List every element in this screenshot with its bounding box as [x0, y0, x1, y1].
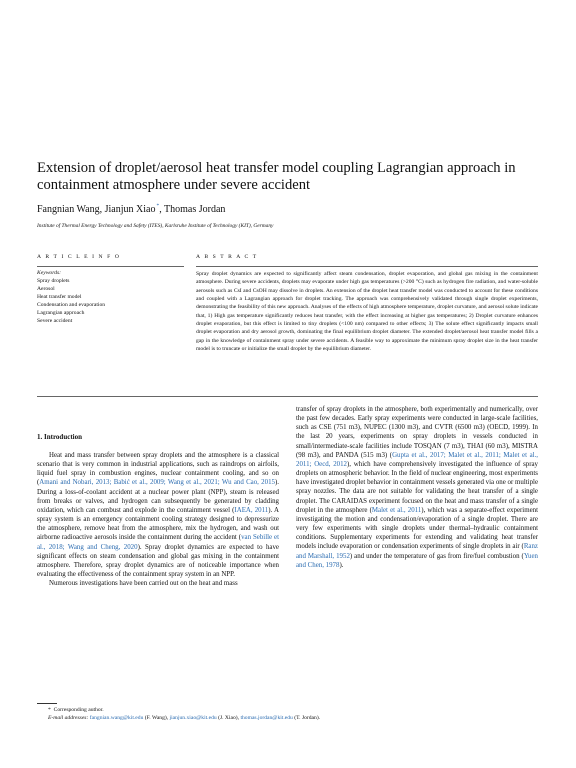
section-divider [37, 266, 184, 267]
affiliation: Institute of Thermal Energy Technology and Safety (ITES), Karlsruhe Institute of Technology (KIT), Germany [37, 223, 274, 229]
text-run: ) and under the temperature of gas from fire/fuel combustion ( [349, 552, 524, 560]
paragraph [37, 451, 279, 579]
citation-link[interactable]: Yuen and Chen, 1978 [296, 552, 538, 569]
keyword-item: Heat transfer model [37, 294, 82, 300]
abstract-heading: A B S T R A C T [196, 254, 258, 260]
paragraph [296, 405, 538, 570]
email-link[interactable]: thomas.jordan@kit.edu [240, 715, 293, 721]
citation-link[interactable]: Malet et al., 2011 [371, 506, 422, 514]
text-run: transfer of spray droplets in the atmosphere, both experimentally and numerically, over the past few decades. Early spray experiments were conducted in large-scale facilities, such as CSE (751 m3), NUPEC (1300 m3), and CVTR (6500 m3) (OECD, 1999). In the last 20 years, experiments on spray droplets in vessels conducted in small/intermediate-scale facilities include TOSQAN (7 m3), THAI (60 m3), MISTRA (98 m3), and PANDA (515 m3) ( [296, 406, 538, 459]
footnote-corresponding [48, 706, 104, 714]
footnote-mark: * [48, 707, 51, 713]
body-column-left [37, 451, 279, 588]
keyword-item: Condensation and evaporation [37, 302, 106, 308]
author-name: Thomas Jordan [164, 204, 226, 215]
footnote-emails [48, 714, 320, 722]
text-run: Heat and mass transfer between spray droplets and the atmosphere is a classical scenario that is very common in industrial applications, such as raindrops on airfoils, liquid fuel spray in combustion engines, nuclear containment cooling, and so on ( [37, 452, 279, 487]
text-run: ), which have comprehensively investigated the influence of spray droplets on atmospheric behavior. In the field of nuclear engineering, most experiments have investigated droplet behavior in containment vessels generated via one or multiple spray nozzles. The data are not suitable for validating the heat transfer of a single droplet. The CARAIDAS experiment focused on the heat and mass transfer of a single droplet in the atmosphere ( [296, 460, 538, 514]
abstract-text: Spray droplet dynamics are expected to significantly affect steam condensation, droplet evaporation, and global gas mixing in the containment atmosphere. During severe accidents, droplets may evaporate under high gas temperatures (>200 °C) such as hydrogen fire radiation, and water-soluble aerosols such as CsI and CsOH may dissolve in droplets. An extension of the droplet heat transfer model was conducted to account for these conditions and coupled with a Lagrangian approach for droplet tracking. The approach was comprehensively validated through single droplet experiments, demonstrating the feasibility of this new approach. Analyses of the effects of high atmosphere temperature, droplet curvature, and aerosol solute indicate that, 1) High gas temperature significantly reduces heat transfer, with the effect increasing at higher gas temperatures; 2) Droplet curvature enhances droplet evaporation, but this effect is limited to tiny droplets (<100 nm) compared to other effects; 3) The solute effect significantly impacts small droplet evaporation and dry aerosol growth, dominating the final equilibrium droplet diameter. The extended droplet/aerosol heat transfer model fills a gap in the knowledge of containment spray under severe accidents. A feasible way to approximate the minimum spray droplet size in the heat transfer model is to truncate or initialize the small droplet by the equilibrium diameter. [196, 271, 538, 353]
text-run: (J. Xiao), [216, 715, 241, 721]
keyword-item: Severe accident [37, 318, 73, 324]
corresponding-author-mark[interactable]: * [156, 203, 160, 209]
text-run: (F. Wang), [143, 715, 170, 721]
email-link[interactable]: jianjun.xiao@kit.edu [169, 715, 217, 721]
keyword-item: Aerosol [37, 286, 55, 292]
text-run: ). [339, 561, 344, 569]
citation-link[interactable]: Ranz and Marshall, 1952 [296, 543, 538, 560]
keyword-item: Lagrangian approach [37, 310, 85, 316]
section-heading-introduction: 1. Introduction [37, 433, 82, 441]
paper-title: Extension of droplet/aerosol heat transfer model coupling Lagrangian approach in containment atmosphere under severe accident [37, 160, 516, 193]
text-run: ). Spray droplet dynamics are expected to have significant effects on steam condensation and global gas mixing in the containment atmosphere. Therefore, spray droplet dynamics are of noticeable importance when evaluating the effectiveness of the containment spray system in an NPP. [37, 543, 279, 579]
text-run: (T. Jordan). [292, 715, 321, 721]
author-name: Jianjun Xiao [104, 204, 156, 215]
keywords-label: Keywords: [37, 270, 62, 276]
text-run: ), which was a separate-effect experiment investigating the motion and condensation/evaporation of a single droplet. There are very few experiments with single droplets under thermal–hydraulic containment conditions. Supplementary experiments for extending and validating heat transfer models include evaporation or condensation experiments of single droplets in air ( [296, 506, 538, 551]
citation-link[interactable]: Gupta et al., 2017; Malet et al., 2011; Malet et al., 2011; Oecd, 2012 [296, 451, 538, 468]
email-link[interactable]: fangnian.wang@kit.edu [89, 715, 144, 721]
body-column-right [296, 405, 538, 570]
article-info-heading: A R T I C L E I N F O [37, 254, 121, 260]
section-divider [37, 396, 538, 397]
citation-link[interactable]: Amani and Nobari, 2013; Babić et al., 2009; Wang et al., 2021; Wu and Cao, 2015 [39, 479, 275, 487]
citation-link[interactable]: van Sebille et al., 2018; Wang and Cheng, 2020 [37, 534, 279, 551]
author-name: Fangnian Wang [37, 204, 100, 215]
section-divider [196, 266, 538, 267]
text-run: ). During a loss-of-coolant accident at a nuclear power plant (NPP), steam is released from breaks or valves, and hydrogen can subsequently be generated by cladding oxidation, which can combust and explode in the containment vessel ( [37, 479, 279, 514]
paragraph: Numerous investigations have been carried out on the heat and mass [49, 580, 238, 588]
email-label: E-mail addresses: [48, 715, 89, 721]
author-list: Fangnian Wang, Jianjun Xiao*, Thomas Jordan [37, 203, 226, 215]
citation-link[interactable]: IAEA, 2011 [234, 506, 269, 514]
footnote-divider [37, 703, 57, 704]
text-run: ). A spray system is an emergency containment cooling strategy designed to depressurize the atmosphere, remove heat from the atmosphere, mix the hydrogen, and wash out airborne radioactive aerosols inside the containment during the accident ( [37, 506, 279, 542]
footnote-text: Corresponding author. [53, 707, 104, 713]
keyword-item: Spray droplets [37, 278, 70, 284]
